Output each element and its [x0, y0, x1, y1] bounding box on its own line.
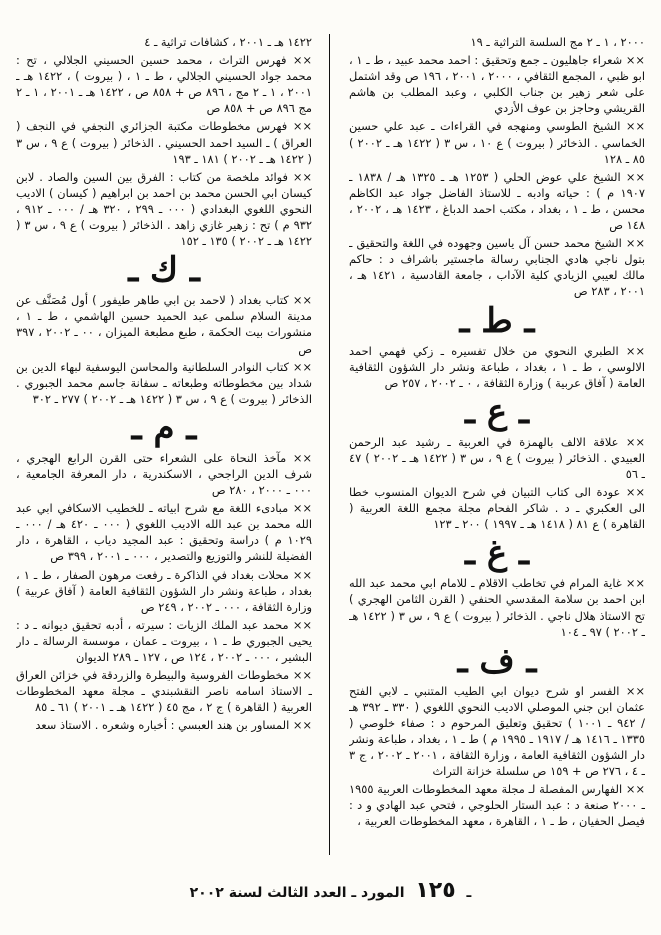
bibliography-entry: ×× عودة الى كتاب التبيان في شرح الديوان المنسوب خطا الى العكبري ـ د . شاكر الفحام مجلة مجمع اللغة العربية ( القاهرة ) ع ٨١ ( ١٤١٨ هـ ـ ١٩٩٧ ) ٢٠٠ ـ ١٢٣	[349, 485, 645, 532]
bibliography-entry: ×× الطبري النحوي من خلال تفسيره ـ زكي فهمي احمد الالوسي ، ط ـ ١ ، بغداد ، طباعة ونشر دار الشؤون الثقافية العامة ( آفاق عربية ) وزارة الثقافة ، ٠ ـ ٢٠٠٢ ، ٢٥٧ ص	[349, 343, 645, 390]
bibliography-entry: ×× غاية المرام في تخاطب الاقلام ـ للامام ابي محمد عبد الله ابن احمد بن سلامة المقدسي الحنفي ( القرن الثامن الهجري ) تح الاستاذ هلال ناجي . الذخائر ( بيروت ) ع ٩ ، س ٣ ( ١٤٢٢ هـ ـ ٢٠٠٢ ) ٩٧ ـ ١٠٤	[349, 576, 645, 639]
bibliography-entry: ×× فهرس مخطوطات مكتبة الجزائري النجفي في النجف ( العراق ) ـ السيد احمد الحسيني . الذخائر ( بيروت ) ع ٩ ، س ٣ ( ١٤٢٢ هـ ـ ٢٠٠٢ ) ١٨١ ـ ١٩٣	[16, 119, 312, 166]
bibliography-entry: ٢٠٠٠ ، ١ ـ ٢ مج السلسة التراثية ـ ١٩	[470, 35, 645, 49]
bibliography-entry: ×× مخطوطات الفروسية والبيطرة والزردقة في خزائن العراق ـ الاستاذ اسامه ناصر النقشبندي ـ مجلة معهد المخطوطات العربية ( القاهرة ) ج ٢ ، مج ٤٥ ( ١٤٢٢ هـ ـ ٢٠٠١ ) ٦١ ـ ٨٥	[16, 668, 312, 715]
bibliography-entry: ×× شعراء جاهليون ـ جمع وتحقيق : احمد محمد عبيد ، ط ـ ١ ، ابو ظبي ، المجمع الثقافي ، ٢٠٠٠ ، ٢٠٠١ ، ١٩٦ ص وقد اشتمل على شعر زهير بن جناب الكلبي ، وعبد المطلب بن هاشم القريشي وحاجز بن عوف الأزدي	[349, 53, 645, 116]
bibliography-entry: ×× مآخذ النحاة على الشعراء حتى القرن الرابع الهجري ، شرف الدين الراجحي ، الاسكندرية ، دار المعرفة الجامعية ، ٠٠٠ ـ ٢٠٠٠ ، ٢٨٠ ص	[16, 450, 312, 498]
bibliography-entry: ×× محلات بغداد في الذاكرة ـ رفعت مرهون الصفار ، ط ـ ١ ، بغداد ، طباعة ونشر دار الشؤون الثقافية العامة ( آفاق عربية ) وزارة الثقافة ، ٠٠٠ ـ ٢٠٠٢ ، ٢٤٩ ص	[16, 567, 312, 614]
bibliography-entry: ×× مبادىء اللغة مع شرح ابياته ـ للخطيب الاسكافي ابي عبد الله محمد بن عبد الله الاديب اللغوي ( ٠٠٠ ـ ٤٢٠ هـ / ٠٠٠ ـ ١٠٢٩ م ) دراسة وتحقيق : عبد المجيد دياب ، القاهرة ، دار الفضيلة للنشر والتوزيع والتصدير ، ٠٠٠ ـ ٢٠٠١ ، ٣٩٩ ص	[16, 501, 312, 564]
page-footer	[0, 878, 661, 903]
bibliography-entry: ×× الفسر او شرح ديوان ابي الطيب المتنبي ـ لابي الفتح عثمان ابن جني الموصلي الاديب النحوي اللغوي ( ٣٣٠ ـ ٣٩٢ هـ / ٩٤٢ ـ ١٠٠١ ) تحقيق وتعليق المرحوم د : صفاء خلوصي ( ١٣٣٥ ـ ١٤١٦ هـ / ١٩١٧ ـ ١٩٩٥ م ) ط ـ ١ ، بغداد ، طباعة ونشر دار الشؤون الثقافية العامة ، وزارة الثقافة ، ٢٠٠١ ـ ٢٠٠٢ ، ج ٣ ـ ٤ ، ٢٧٦ ص + ١٥٩ ص سلسلة خزانة التراث	[349, 683, 645, 779]
section-letter-heading: ـ ط ـ	[459, 300, 535, 341]
footer-dash: ـ	[466, 885, 472, 901]
section-letter-heading: ـ غ ـ	[465, 533, 529, 574]
section-letter-heading: ـ ع ـ	[465, 391, 529, 432]
bibliography-entry: ١٤٢٢ هـ ـ ٢٠٠١ ، كشافات تراثية ـ ٤	[144, 35, 312, 49]
bibliography-entry: ×× الشيخ الطوسي ومنهجه في القراءات ـ عبد علي حسين الخماسي . الذخائر ( بيروت ) ع ١٠ ، س ٣ ( ١٤٢٢ هـ ـ ٢٠٠٢ ) ٨٥ ـ ١٢٨	[349, 119, 645, 166]
bibliography-entry: ×× علاقة الالف بالهمزة في العربية ـ رشيد عبد الرحمن العبيدي . الذخائر ( بيروت ) ع ٩ ، س ٣ ( ١٤٢٢ هـ ـ ٢٠٠٢ ) ٤٧ ـ ٥٦	[349, 434, 645, 481]
bibliography-entry: ×× فهرس التراث ، محمد حسين الحسيني الجلالي ، تح : محمد جواد الحسيني الجلالي ، ط ـ ١ ، ( بيروت ) ، ١٤٢٢ هـ ـ ٢٠٠١ ، ١ ـ ٢ مج ، ٨٩٦ ص + ٨٥٨ ص ، ١٤٢٢ هـ ـ ٢٠٠١ ، ١ ـ ٢ مج ٨٩٦ ص + ٨٥٨ ص	[16, 53, 312, 116]
bibliography-entry: ×× كتاب النوادر السلطانية والمحاسن اليوسفية لبهاء الدين بن شداد بين مخطوطاته وطبعاته ـ سفانة جاسم محمد الجبوري . الذخائر ( بيروت ) ع ٩ ، س ٣ ( ١٤٢٢ هـ ـ ٢٠٠٢ ) ٢٧٧ ـ ٣٠٢	[16, 359, 312, 406]
section-letter-heading: ـ ف ـ	[457, 640, 537, 681]
column-divider	[329, 34, 330, 855]
bibliography-entry: ×× الشيخ علي عوض الحلي ( ١٢٥٣ هـ ـ ١٣٢٥ هـ / ١٨٣٨ ـ ١٩٠٧ م ) : حياته وادبه ـ للاستاذ الفاضل جواد عبد الكاظم محسن ، ط ـ ١ ، بغداد ، مكتب احمد الدباغ ، ١٤٢٣ هـ ، ٢٠٠٢ ، ١٤٨ ص	[349, 169, 645, 233]
right-column	[349, 34, 645, 855]
bibliography-entry: ×× فوائد ملخصة من كتاب : الفرق بين السين والصاد . لابن كيسان ابي الحسن محمد بن احمد بن ابراهيم ( كيسان ) الاديب النحوي اللغوي البغدادي ( ٠٠٠ ـ ٢٩٩ ، ٣٢٠ هـ / ٠٠٠ ـ ٩١٢ ، ٩٣٢ م ) تح : زهير غازي زاهد . الذخائر ( بيروت ) ع ٩ ، س ٣ ( ١٤٢٢ هـ ـ ٢٠٠٢ ) ١٣٥ ـ ١٥٢	[16, 169, 312, 249]
section-letter-heading: ـ ك ـ	[128, 250, 200, 291]
journal-title: المورد ـ العدد الثالث لسنة ٢٠٠٢	[189, 885, 405, 901]
bibliography-entry: ×× الفهارس المفصلة لـ مجلة معهد المخطوطات العربية ١٩٥٥ ـ ٢٠٠٠ صنعة د : عبد الستار الحلوجي ، فتحي عبد الهادي و د : فيصل الحفيان ، ط ـ ١ ، القاهرة ، معهد المخطوطات العربية ،	[349, 782, 645, 829]
bibliography-entry: ×× المساور بن هند العبسي : أخباره وشعره . الاستاذ سعد	[35, 718, 312, 733]
bibliography-entry: ×× محمد عبد الملك الزيات : سيرته ، أدبه تحقيق ديوانه ـ د : يحيى الجبوري ط ـ ١ ، بيروت ـ عمان ، موسسة الرسالة ـ دار البشير ، ٠٠٠ ـ ٢٠٠٢ ، ١٢٤ ص ، ١٢٧ ـ ٢٨٩ الديوان	[16, 617, 312, 664]
left-column	[16, 34, 312, 855]
bibliography-entry: ×× كتاب بغداد ( لاحمد بن ابي طاهر طيفور ) أول مُصَنَّف عن مدينة السلام سلمى عبد الحميد حسين الهاشمي ، ط ـ ١ ، منشورات بيت الحكمة ، طبع مطبعة الميزان ، ٠٠ ـ ٢٠٠٢ ، ٣٩٧ ص	[16, 293, 312, 356]
page-number: ١٢٥	[415, 878, 456, 903]
bibliography-entry: ×× الشيخ محمد حسن آل ياسين وجهوده في اللغة والتحقيق ـ بتول ناجي هادي الجنابي رسالة ماجستير باشراف د : حاكم مالك لعيبي الزيادي كلية الآداب ، جامعة القادسية ، ١٤٢١ هـ ، ٢٠٠١ ، ٢٨٣ ص	[349, 236, 645, 299]
section-letter-heading: ـ م ـ	[131, 407, 197, 448]
